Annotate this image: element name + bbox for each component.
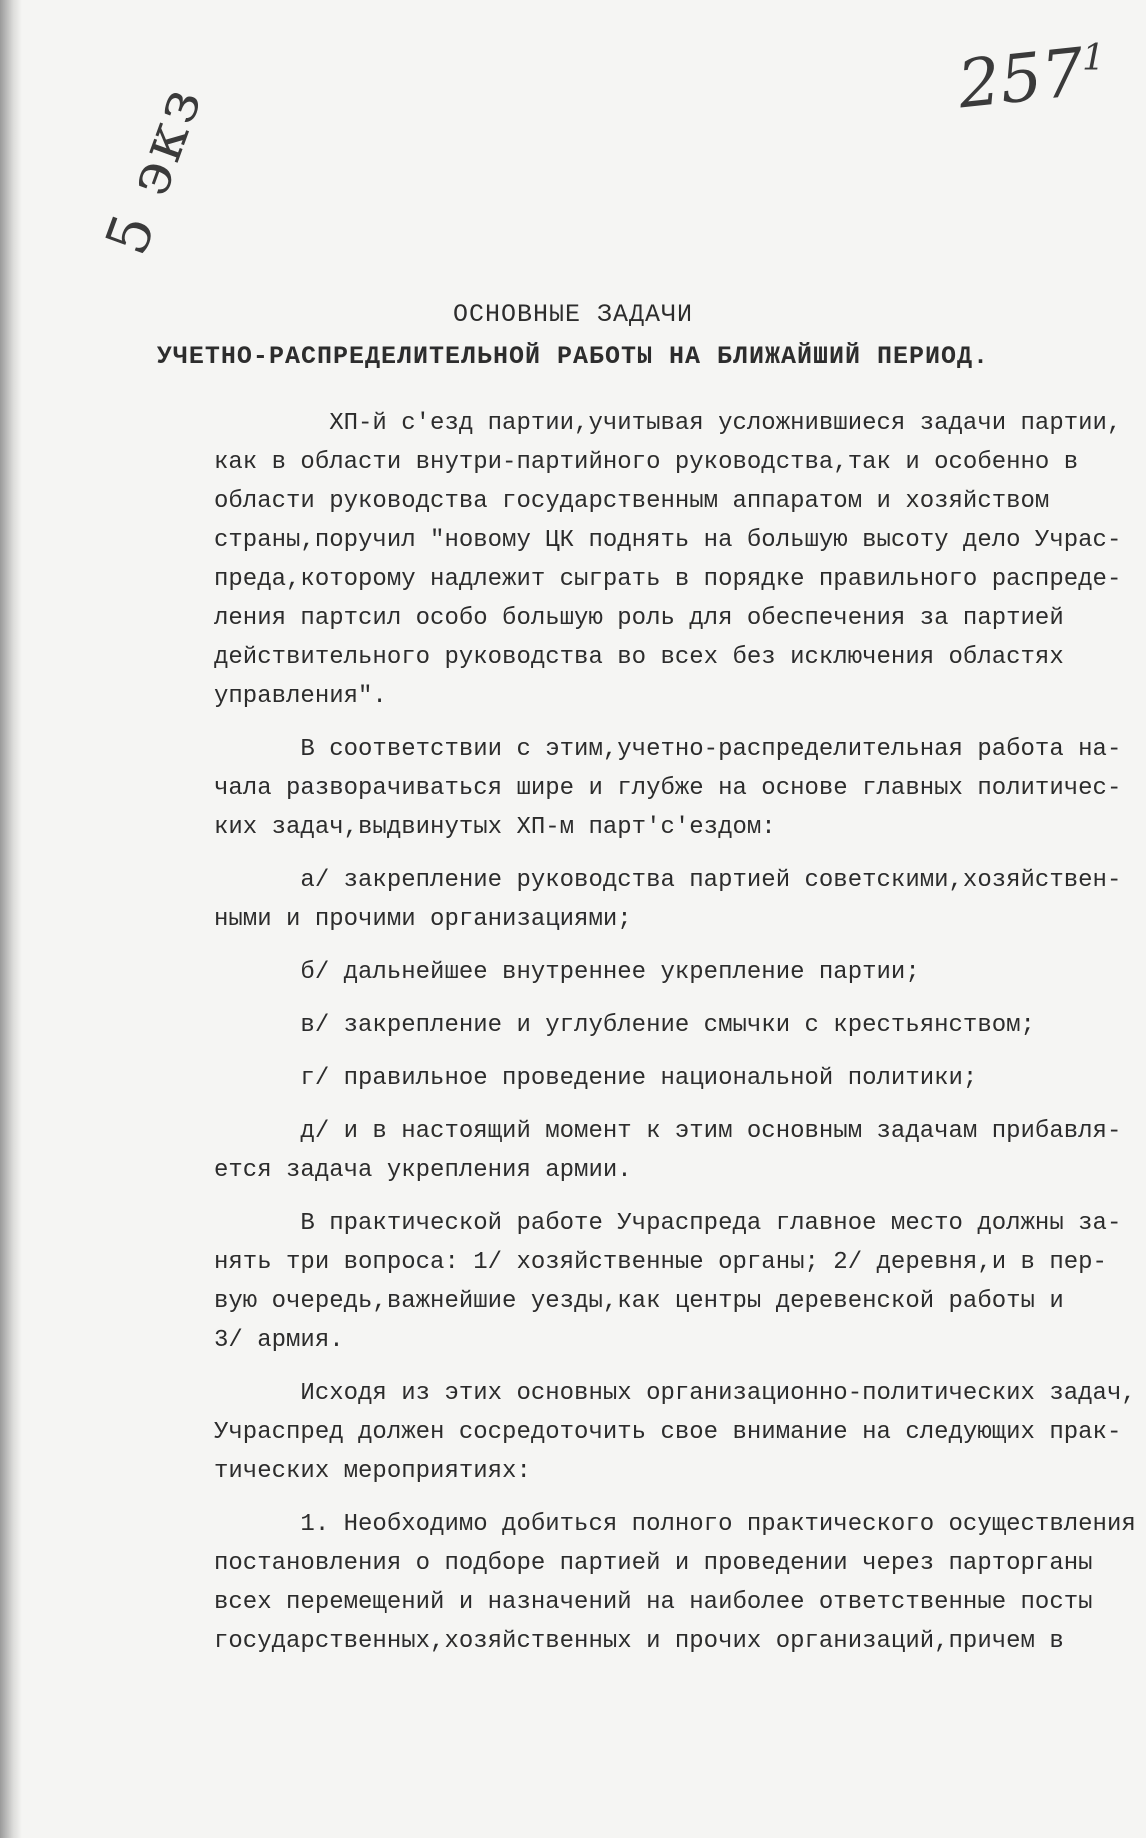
- paragraph: [214, 1505, 1136, 1661]
- text-line: преда,которому надлежит сыграть в порядке правильного распреде-: [214, 566, 1122, 593]
- text-line: Исходя из этих основных организационно-политических задач,: [214, 1380, 1136, 1407]
- text-line: 1. Необходимо добиться полного практического осуществления: [214, 1511, 1136, 1538]
- text-line: всех перемещений и назначений на наиболее ответственные посты: [214, 1589, 1093, 1616]
- paragraph-gap: [214, 992, 1094, 1006]
- paragraph: [214, 1374, 1136, 1491]
- paragraph: [214, 1006, 1094, 1045]
- paragraph: [214, 1112, 1122, 1190]
- text-line: области руководства государственным аппаратом и хозяйством: [214, 488, 1050, 515]
- handwritten-corner-mark: 1: [1082, 38, 1105, 79]
- document-subtitle: УЧЕТНО-РАСПРЕДЕЛИТЕЛЬНОЙ РАБОТЫ НА БЛИЖАЙШИЙ ПЕРИОД.: [156, 342, 990, 371]
- text-line: страны,поручил "новому ЦК поднять на большую высоту дело Учрас-: [214, 527, 1122, 554]
- paragraph: [214, 1204, 1122, 1360]
- text-line: тических мероприятиях:: [214, 1458, 531, 1485]
- text-line: управления".: [214, 683, 387, 710]
- text-line: д/ и в настоящий момент к этим основным задачам прибавля-: [214, 1118, 1122, 1145]
- paragraph-gap: [214, 1661, 1094, 1675]
- text-line: ХП-й с'езд партии,учитывая усложнившиеся задачи партии,: [214, 410, 1122, 437]
- text-line: действительного руководства во всех без исключения областях: [214, 644, 1064, 671]
- text-line: б/ дальнейшее внутреннее укрепление партии;: [214, 959, 920, 986]
- scan-edge-shadow: [0, 0, 22, 1838]
- text-line: В практической работе Учраспреда главное место должны за-: [214, 1210, 1122, 1237]
- document-title: ОСНОВНЫЕ ЗАДАЧИ: [452, 300, 694, 329]
- paragraph: [214, 404, 1122, 716]
- paragraph: [214, 1059, 1094, 1098]
- text-line: ления партсил особо большую роль для обеспечения за партией: [214, 605, 1064, 632]
- text-line: Учраспред должен сосредоточить свое внимание на следующих прак-: [214, 1419, 1122, 1446]
- paragraph-gap: [214, 939, 1094, 953]
- paragraph-gap: [214, 847, 1094, 861]
- paragraph-gap: [214, 1360, 1094, 1374]
- text-line: а/ закрепление руководства партией советскими,хозяйствен-: [214, 867, 1122, 894]
- text-line: В соответствии с этим,учетно-распределительная работа на-: [214, 736, 1122, 763]
- text-line: ными и прочими организациями;: [214, 906, 632, 933]
- text-line: ется задача укрепления армии.: [214, 1157, 632, 1184]
- paragraph-gap: [214, 716, 1094, 730]
- text-line: вую очередь,важнейшие уезды,как центры деревенской работы и: [214, 1288, 1064, 1315]
- text-line: постановления о подборе партией и проведении через парторганы: [214, 1550, 1093, 1577]
- handwritten-copies-note: 5 экз: [92, 74, 216, 264]
- paragraph: [214, 730, 1122, 847]
- paragraph-gap: [214, 1491, 1094, 1505]
- text-line: в/ закрепление и углубление смычки с крестьянством;: [214, 1012, 1035, 1039]
- text-line: г/ правильное проведение национальной политики;: [214, 1065, 978, 1092]
- text-line: ких задач,выдвинутых ХП-м парт'с'ездом:: [214, 814, 776, 841]
- text-line: чала разворачиваться шире и глубже на основе главных политичес-: [214, 775, 1122, 802]
- document-body: [214, 404, 1136, 1675]
- text-line: государственных,хозяйственных и прочих организаций,причем в: [214, 1628, 1064, 1655]
- text-line: как в области внутри-партийного руководства,так и особенно в: [214, 449, 1079, 476]
- text-line: нять три вопроса: 1/ хозяйственные органы; 2/ деревня,и в пер-: [214, 1249, 1107, 1276]
- paragraph: [214, 953, 1094, 992]
- paragraph-gap: [214, 1045, 1094, 1059]
- paragraph-gap: [214, 1098, 1094, 1112]
- handwritten-page-number: 257: [954, 33, 1088, 124]
- text-line: 3/ армия.: [214, 1327, 344, 1354]
- paragraph: [214, 861, 1122, 939]
- paragraph-gap: [214, 1190, 1094, 1204]
